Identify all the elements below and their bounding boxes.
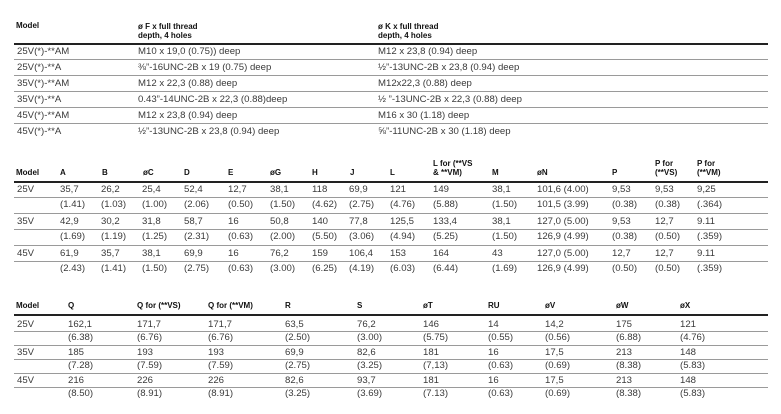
t3-cell-in: (6.76): [137, 332, 163, 343]
t2-cell-in: (1.69): [60, 231, 86, 242]
t2-header-p-vs-1: P for: [655, 159, 674, 168]
t2-header-m: M: [492, 168, 499, 177]
t2-cell-in: (0.50): [655, 263, 681, 274]
t2-cell-mm: 26,2: [101, 184, 120, 195]
t1-cell-k: M12 x 23,8 (0.94) deep: [378, 46, 478, 57]
t2-cell-in: (0.63): [228, 231, 254, 242]
t3-cell-in: (8.38): [616, 360, 642, 371]
t3-cell-in: (2.75): [285, 360, 311, 371]
t2-cell-in: (1.19): [101, 231, 127, 242]
t2-cell-in: (6.44): [433, 263, 459, 274]
t2-cell-in: (2.06): [184, 199, 210, 210]
t2-cell-mm: 106,4: [349, 248, 374, 259]
t2-cell-mm: 9.11: [697, 248, 715, 259]
t2-cell-mm: 31,8: [142, 216, 161, 227]
t1-cell-k: M12x22,3 (0.88) deep: [378, 78, 472, 89]
t1-row-divider: [14, 75, 768, 76]
t3-cell-in: (7.13): [423, 388, 449, 399]
t1-cell-f: M10 x 19,0 (0.75)) deep: [138, 46, 241, 57]
t2-cell-mm: 12,7: [228, 184, 247, 195]
t2-cell-in: (6.03): [390, 263, 416, 274]
t3-subrow-divider: [14, 359, 768, 360]
t3-cell-mm: 175: [616, 319, 633, 330]
t2-cell-mm: 35,7: [60, 184, 79, 195]
t3-cell-in: (7,13): [423, 360, 449, 371]
t2-header-p-vm-2: (**VM): [697, 168, 721, 177]
t2-cell-mm: 127,0 (5.00): [537, 248, 589, 259]
t2-cell-in: (.359): [697, 263, 723, 274]
t3-cell-in: (4.76): [680, 332, 706, 343]
t3-cell-in: (7.59): [208, 360, 234, 371]
t3-cell-mm: 82,6: [357, 347, 376, 358]
t3-row-divider: [14, 373, 768, 374]
t3-cell-in: (7.28): [68, 360, 94, 371]
t2-cell-model: 45V: [17, 248, 35, 259]
t3-cell-model: 25V: [17, 319, 35, 330]
t2-cell-in: (0.63): [228, 263, 254, 274]
t2-cell-mm: 58,7: [184, 216, 203, 227]
t2-cell-mm: 125,5: [390, 216, 415, 227]
t1-cell-f: ½”-13UNC-2B x 23,8 (0.94) deep: [138, 126, 280, 137]
t1-header-model: Model: [16, 21, 40, 30]
t3-cell-in: (0.69): [545, 360, 571, 371]
t3-cell-mm: 16: [488, 375, 499, 386]
t2-cell-mm: 38,1: [492, 184, 511, 195]
t2-cell-in: (2.75): [184, 263, 210, 274]
t2-subrow-divider: [14, 197, 768, 198]
t3-cell-model: 35V: [17, 347, 35, 358]
t2-cell-mm: 101,6 (4.00): [537, 184, 589, 195]
t2-cell-model: 35V: [17, 216, 35, 227]
t2-cell-in: 126,9 (4.99): [537, 231, 589, 242]
t2-cell-in: (1.50): [492, 199, 518, 210]
t2-cell-mm: 42,9: [60, 216, 79, 227]
t2-cell-mm: 118: [312, 184, 328, 195]
t2-cell-mm: 69,9: [349, 184, 368, 195]
t1-header-k-line1: ø K x full thread: [378, 22, 439, 31]
t3-cell-in: (0.63): [488, 388, 514, 399]
t2-cell-in: (3.00): [270, 263, 296, 274]
t2-cell-mm: 77,8: [349, 216, 368, 227]
t2-cell-mm: 12,7: [612, 248, 631, 259]
t2-cell-mm: 140: [312, 216, 329, 227]
t2-header-e: E: [228, 168, 234, 177]
t2-cell-in: (.364): [697, 199, 723, 210]
t3-cell-in: (8.91): [208, 388, 234, 399]
t2-header-oc: øC: [143, 168, 154, 177]
t3-header-cell: Q for (**VM): [208, 301, 253, 310]
t2-cell-mm: 127,0 (5.00): [537, 216, 589, 227]
t3-cell-mm: 63,5: [285, 319, 304, 330]
t3-cell-in: (0.69): [545, 388, 571, 399]
t3-cell-mm: 148: [680, 347, 697, 358]
t3-cell-in: (5.83): [680, 388, 706, 399]
t2-cell-in: (0.38): [655, 199, 681, 210]
t3-cell-in: (6.38): [68, 332, 94, 343]
t3-header-rule: [14, 314, 768, 316]
t2-cell-in: (0.38): [612, 231, 638, 242]
t2-cell-mm: 38,1: [270, 184, 289, 195]
t2-header-l-vm: & **VM): [433, 168, 462, 177]
t2-cell-mm: 9,53: [612, 184, 631, 195]
t1-header-f-line1: ø F x full thread: [138, 22, 198, 31]
t2-cell-mm: 35,7: [101, 248, 120, 259]
t2-cell-mm: 30,2: [101, 216, 120, 227]
t3-header-cell: Q for (**VS): [137, 301, 181, 310]
t3-cell-in: (5.83): [680, 360, 706, 371]
t3-cell-mm: 213: [616, 375, 633, 386]
t2-header-b: B: [102, 168, 108, 177]
t3-subrow-divider: [14, 331, 768, 332]
t3-header-cell: øW: [616, 301, 629, 310]
t2-cell-in: (4.76): [390, 199, 416, 210]
t2-cell-model: 25V: [17, 184, 35, 195]
t2-header-h: H: [312, 168, 318, 177]
t3-cell-mm: 193: [137, 347, 154, 358]
t1-cell-k: ½ ”-13UNC-2B x 22,3 (0.88) deep: [378, 94, 522, 105]
t3-cell-mm: 82,6: [285, 375, 304, 386]
t2-cell-in: (5.88): [433, 199, 459, 210]
t1-cell-f: M12 x 23,8 (0.94) deep: [138, 110, 238, 121]
t2-row-divider: [14, 213, 768, 214]
t3-cell-in: (3.25): [285, 388, 311, 399]
t3-cell-mm: 148: [680, 375, 697, 386]
t3-cell-mm: 171,7: [208, 319, 233, 330]
t3-cell-mm: 216: [68, 375, 85, 386]
t2-cell-mm: 164: [433, 248, 450, 259]
t2-cell-mm: 9.11: [697, 216, 715, 227]
t3-cell-mm: 14,2: [545, 319, 564, 330]
t2-cell-in: (4.94): [390, 231, 416, 242]
t2-cell-in: (0.38): [612, 199, 638, 210]
t2-cell-in: (3.06): [349, 231, 375, 242]
t2-cell-mm: 149: [433, 184, 450, 195]
t2-cell-in: (0.50): [612, 263, 638, 274]
t3-header-cell: øT: [423, 301, 433, 310]
t3-cell-mm: 17,5: [545, 347, 564, 358]
t2-cell-mm: 133,4: [433, 216, 458, 227]
t2-cell-mm: 9,53: [612, 216, 631, 227]
t2-cell-mm: 9,53: [655, 184, 674, 195]
t2-cell-mm: 25,4: [142, 184, 161, 195]
t2-cell-in: (.359): [697, 231, 723, 242]
t3-cell-mm: 14: [488, 319, 499, 330]
t2-cell-in: (1.41): [101, 263, 127, 274]
t2-cell-mm: 12,7: [655, 216, 674, 227]
t3-cell-mm: 146: [423, 319, 440, 330]
t3-cell-mm: 213: [616, 347, 633, 358]
t2-cell-in: (2.00): [270, 231, 296, 242]
t3-cell-in: (7.59): [137, 360, 163, 371]
t3-cell-mm: 181: [423, 375, 440, 386]
t2-cell-mm: 76,2: [270, 248, 289, 259]
t3-header-cell: RU: [488, 301, 500, 310]
t3-cell-mm: 16: [488, 347, 499, 358]
t3-cell-mm: 185: [68, 347, 85, 358]
t3-cell-mm: 69,9: [285, 347, 304, 358]
t1-cell-model: 35V(*)-**AM: [17, 78, 70, 89]
t2-cell-mm: 69,9: [184, 248, 203, 259]
t2-header-on: øN: [537, 168, 548, 177]
t3-header-cell: R: [285, 301, 291, 310]
t2-cell-mm: 153: [390, 248, 407, 259]
t3-cell-in: (6.88): [616, 332, 642, 343]
t3-cell-in: (6.76): [208, 332, 234, 343]
t1-cell-f: 0.43”-14UNC-2B x 22,3 (0.88)deep: [138, 94, 288, 105]
t3-header-cell: S: [357, 301, 363, 310]
t1-cell-k: ½”-13UNC-2B x 23,8 (0.94) deep: [378, 62, 520, 73]
t2-cell-in: (5.25): [433, 231, 459, 242]
t2-cell-mm: 121: [390, 184, 407, 195]
t2-cell-mm: 38,1: [142, 248, 161, 259]
t3-cell-mm: 226: [137, 375, 154, 386]
t3-cell-in: (2.50): [285, 332, 311, 343]
t2-cell-in: 126,9 (4.99): [537, 263, 589, 274]
t2-cell-mm: 61,9: [60, 248, 79, 259]
t3-cell-in: (8.91): [137, 388, 163, 399]
t1-cell-model: 45V(*)-**A: [17, 126, 62, 137]
t2-cell-in: (1.41): [60, 199, 86, 210]
t3-cell-model: 45V: [17, 375, 35, 386]
t2-header-p-vs-2: (**VS): [655, 168, 678, 177]
t3-cell-in: (0.56): [545, 332, 571, 343]
t3-cell-in: (5.75): [423, 332, 449, 343]
t2-cell-in: (4.62): [312, 199, 338, 210]
t1-cell-k: M16 x 30 (1.18) deep: [378, 110, 470, 121]
t2-cell-in: (1.00): [142, 199, 168, 210]
t3-cell-mm: 226: [208, 375, 225, 386]
t1-row-divider: [14, 123, 768, 124]
t3-cell-mm: 181: [423, 347, 440, 358]
t3-header-cell: øV: [545, 301, 556, 310]
t2-cell-in: 101,5 (3.99): [537, 199, 589, 210]
t2-cell-mm: 9,25: [697, 184, 716, 195]
t3-cell-in: (8.50): [68, 388, 94, 399]
t2-header-l-vs: L for (**VS: [433, 159, 473, 168]
t3-cell-in: (3.00): [357, 332, 383, 343]
t3-cell-in: (0.55): [488, 332, 514, 343]
t1-cell-model: 35V(*)-**A: [17, 94, 62, 105]
t2-cell-in: (1.03): [101, 199, 127, 210]
t3-cell-mm: 93,7: [357, 375, 376, 386]
t3-header-cell: Model: [16, 301, 40, 310]
t3-cell-in: (8.38): [616, 388, 642, 399]
t2-header-p: P: [612, 168, 618, 177]
t2-cell-in: (0.50): [655, 231, 681, 242]
t2-cell-mm: 43: [492, 248, 503, 259]
t1-row-divider: [14, 59, 768, 60]
t2-cell-in: (1.50): [492, 231, 518, 242]
t2-cell-in: (0.50): [228, 199, 254, 210]
t3-row-divider: [14, 345, 768, 346]
t2-cell-mm: 12,7: [655, 248, 674, 259]
t2-cell-mm: 16: [228, 248, 239, 259]
t1-header-k-line2: depth, 4 holes: [378, 31, 432, 40]
t3-cell-mm: 76,2: [357, 319, 376, 330]
t1-row-divider: [14, 107, 768, 108]
t2-cell-in: (5.50): [312, 231, 338, 242]
t1-header-rule: [14, 43, 768, 45]
t2-header-model: Model: [16, 168, 40, 177]
t1-cell-f: ⅜”-16UNC-2B x 19 (0.75) deep: [138, 62, 272, 73]
t3-cell-mm: 193: [208, 347, 225, 358]
t2-cell-in: (1.50): [142, 263, 168, 274]
t2-header-og: øG: [270, 168, 282, 177]
t3-subrow-divider: [14, 387, 768, 388]
t3-cell-mm: 17,5: [545, 375, 564, 386]
t3-cell-mm: 121: [680, 319, 697, 330]
t1-cell-model: 45V(*)-**AM: [17, 110, 70, 121]
t2-cell-mm: 159: [312, 248, 329, 259]
t2-cell-in: (1.69): [492, 263, 518, 274]
t2-cell-in: (4.19): [349, 263, 375, 274]
t3-cell-in: (3.25): [357, 360, 383, 371]
t2-cell-mm: 52,4: [184, 184, 203, 195]
t3-cell-mm: 171,7: [137, 319, 162, 330]
t2-cell-in: (1.25): [142, 231, 168, 242]
t2-subrow-divider: [14, 229, 768, 230]
t2-cell-in: (6.25): [312, 263, 338, 274]
t2-cell-in: (2.75): [349, 199, 375, 210]
t2-header-p-vm-1: P for: [697, 159, 716, 168]
t2-cell-in: (1.50): [270, 199, 296, 210]
t2-header-l: L: [390, 168, 395, 177]
t1-row-divider: [14, 91, 768, 92]
t2-cell-in: (2.43): [60, 263, 86, 274]
t1-header-f-line2: depth, 4 holes: [138, 31, 192, 40]
t3-header-cell: Q: [68, 301, 75, 310]
t1-cell-model: 25V(*)-**A: [17, 62, 62, 73]
t1-cell-model: 25V(*)-**AM: [17, 46, 70, 57]
t2-header-a: A: [60, 168, 66, 177]
t3-cell-mm: 162,1: [68, 319, 93, 330]
t3-cell-in: (0.63): [488, 360, 514, 371]
t2-header-rule: [14, 181, 768, 183]
t2-header-j: J: [350, 168, 355, 177]
t2-header-d: D: [184, 168, 190, 177]
t2-cell-in: (2.31): [184, 231, 210, 242]
t1-cell-f: M12 x 22,3 (0.88) deep: [138, 78, 238, 89]
t1-cell-k: ⅝”-11UNC-2B x 30 (1.18) deep: [378, 126, 511, 137]
t2-row-divider: [14, 245, 768, 246]
t2-cell-mm: 16: [228, 216, 239, 227]
t3-header-cell: øX: [680, 301, 691, 310]
t2-cell-mm: 38,1: [492, 216, 511, 227]
t2-subrow-divider: [14, 261, 768, 262]
t3-cell-in: (3.69): [357, 388, 383, 399]
t2-cell-mm: 50,8: [270, 216, 289, 227]
